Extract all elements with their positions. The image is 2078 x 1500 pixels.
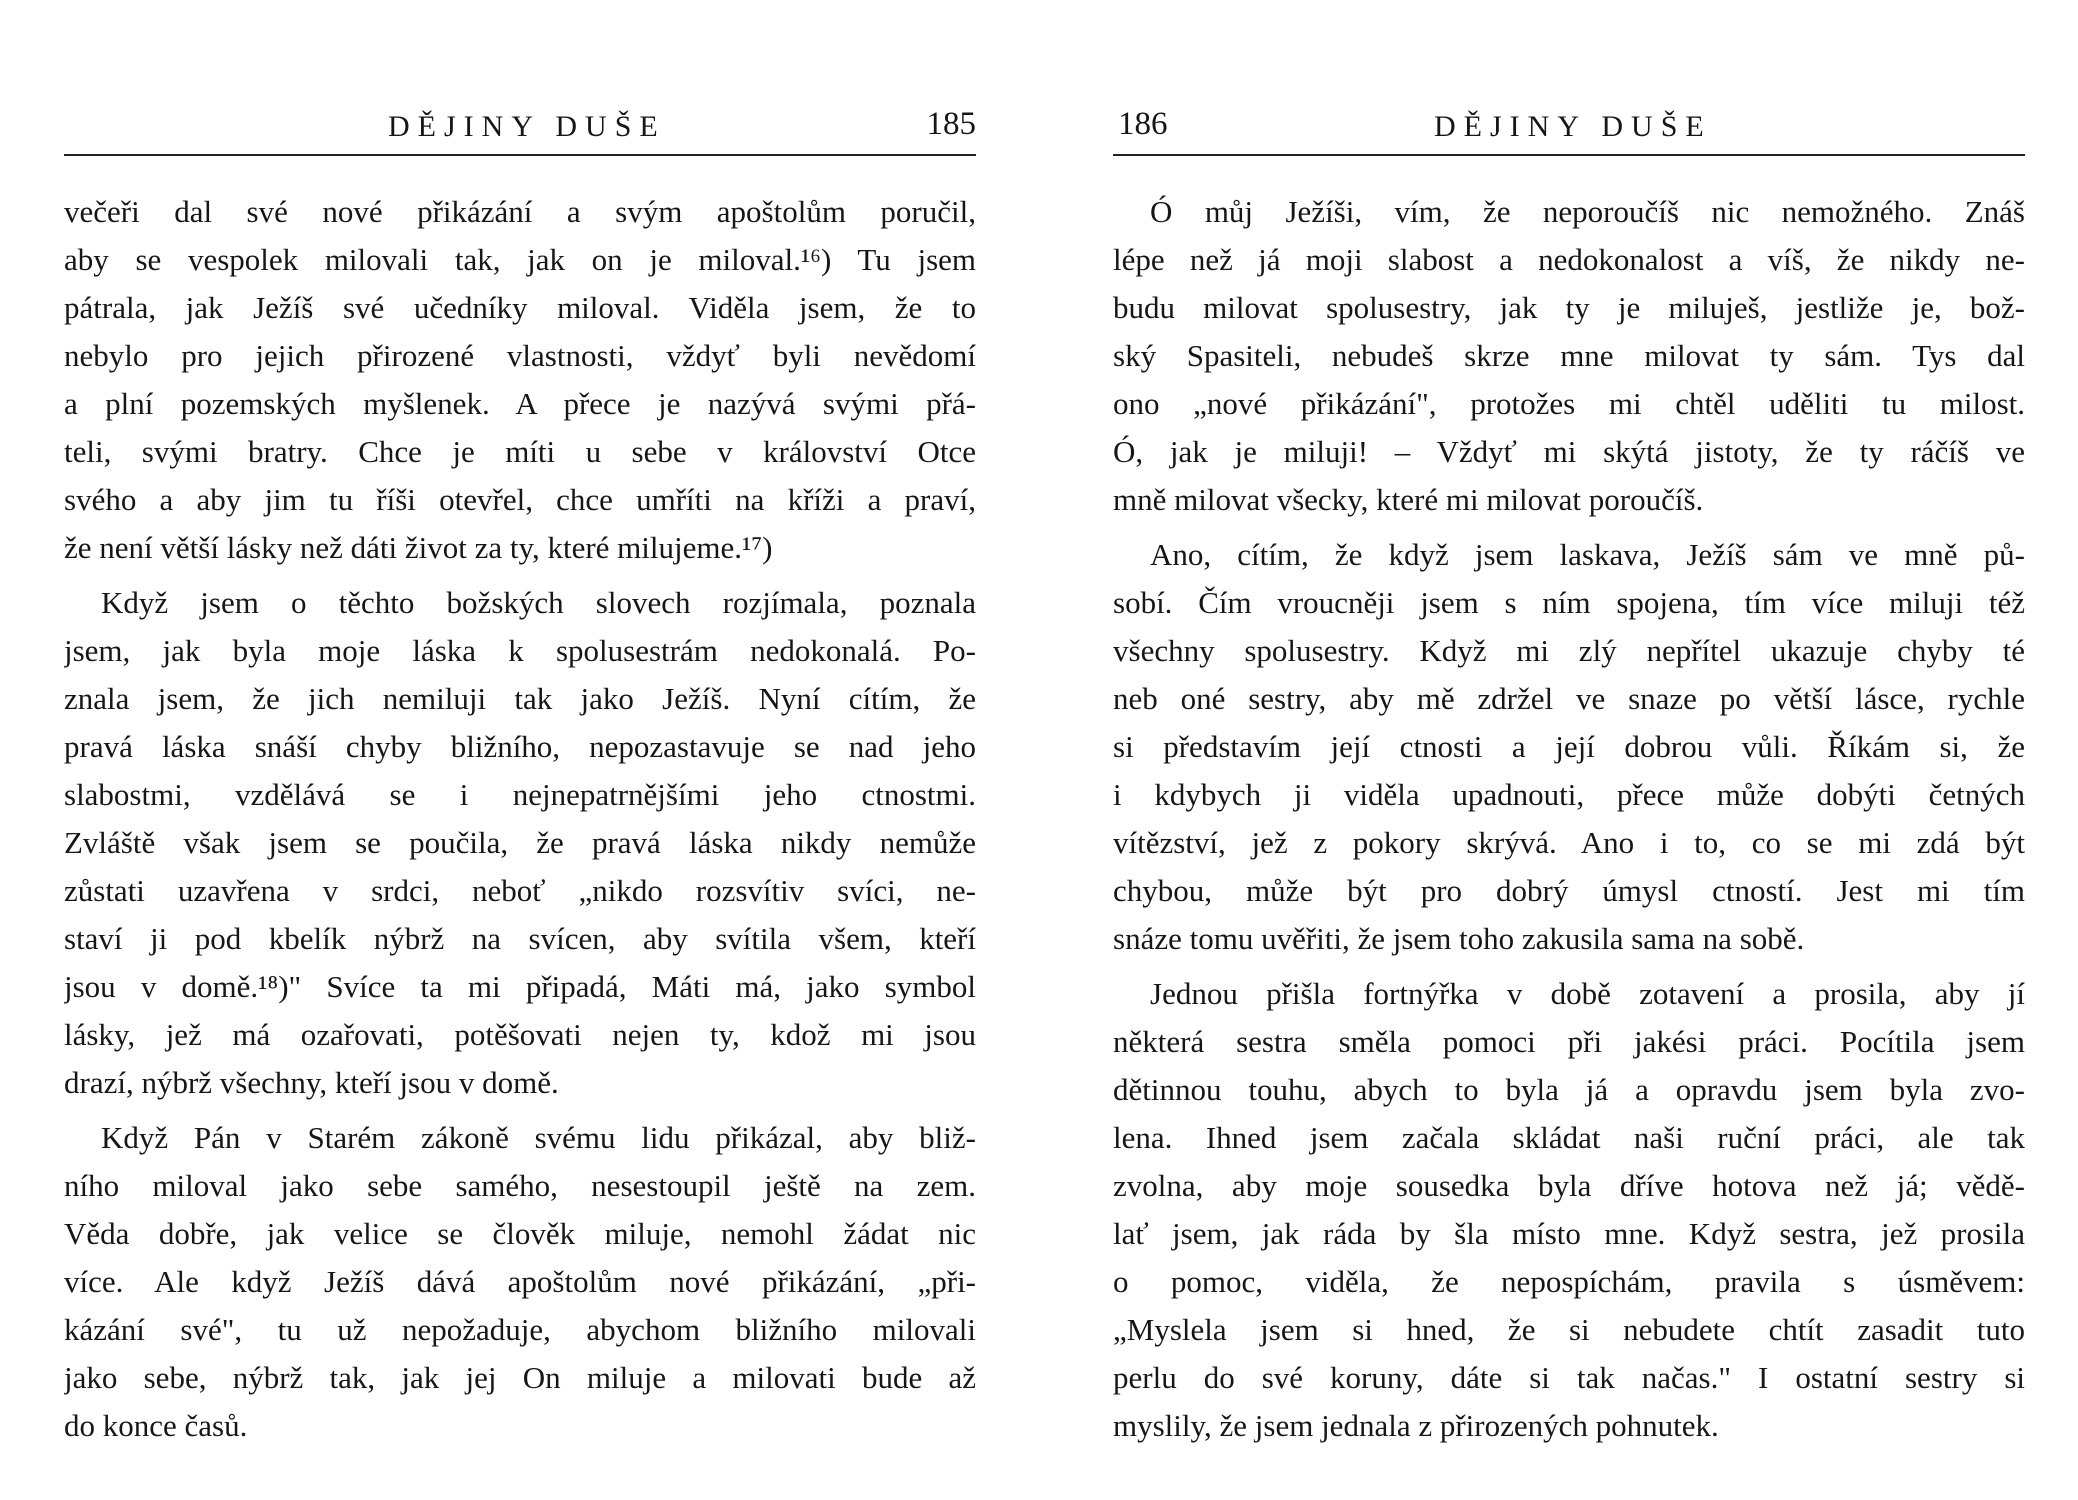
right-running-head: DĚJINY DUŠE [1434,110,1712,143]
text-line: slabostmi, vzdělává se i nejnepatrnějšími jeho ctnostmi. [64,777,976,812]
left-page [64,0,976,1443]
text-line: ský Spasiteli, nebudeš skrze mne milovat ty sám. Tys dal [1113,338,2025,373]
text-line: Věda dobře, jak velice se člověk miluje, nemohl žádat nic [64,1216,976,1251]
text-line: snáze tomu uvěřiti, že jsem toho zakusila sama na sobě. [1113,921,1805,956]
right-header-rule [1113,154,2025,156]
text-line: jako sebe, nýbrž tak, jak jej On miluje a milovati bude až [64,1360,976,1395]
text-line: Jednou přišla fortnýřka v době zotavení a prosila, aby jí [1150,976,2025,1011]
text-line: lať jsem, jak ráda by šla místo mne. Když sestra, jež prosila [1113,1216,2025,1251]
text-line: lépe než já moji slabost a nedokonalost a víš, že nikdy ne- [1113,242,2025,277]
left-page-header [64,0,976,155]
text-line: Ó můj Ježíši, vím, že neporoučíš nic nemožného. Znáš [1150,194,2025,229]
text-line: některá sestra směla pomoci při jakési práci. Pocítila jsem [1113,1024,2025,1059]
text-line: i kdybych ji viděla upadnouti, přece může dobýti četných [1113,777,2025,812]
text-line: Když jsem o těchto božských slovech rozjímala, poznala [101,585,976,620]
right-page-header [1113,0,2025,155]
text-line: Když Pán v Starém zákoně svému lidu přikázal, aby bliž- [101,1120,976,1155]
text-line: lásky, jež má ozařovati, potěšovati nejen ty, kdož mi jsou [64,1017,976,1052]
text-line: Zvláště však jsem se poučila, že pravá láska nikdy nemůže [64,825,976,860]
text-line: chybou, může být pro dobrý úmysl ctností. Jest mi tím [1113,873,2025,908]
text-line: myslily, že jsem jednala z přirozených pohnutek. [1113,1408,1719,1443]
text-line: jsou v domě.¹⁸)" Svíce ta mi připadá, Máti má, jako symbol [64,969,976,1004]
text-line: ního miloval jako sebe samého, nesestoupil ještě na zem. [64,1168,976,1203]
text-line: lena. Ihned jsem začala skládat naši ruční práci, ale tak [1113,1120,2025,1155]
text-line: o pomoc, viděla, že nepospíchám, pravila s úsměvem: [1113,1264,2025,1299]
text-line: a plní pozemských myšlenek. A přece je nazývá svými přá- [64,386,976,421]
text-line: více. Ale když Ježíš dává apoštolům nové přikázání, „při- [64,1264,976,1299]
text-line: „Myslela jsem si hned, že si nebudete chtít zasadit tuto [1113,1312,2025,1347]
text-line: Ó, jak je miluji! – Vždyť mi skýtá jistoty, že ty ráčíš ve [1113,434,2025,469]
text-line: dětinnou touhu, abych to byla já a opravdu jsem byla zvo- [1113,1072,2025,1107]
text-line: kázání své", tu už nepožaduje, abychom bližního milovali [64,1312,976,1347]
left-page-body [64,188,976,1450]
right-page-body [1113,188,2025,1450]
text-line: mně milovat všecky, které mi milovat poroučíš. [1113,482,1704,517]
text-line: zůstati uzavřena v srdci, neboť „nikdo rozsvítiv svíci, ne- [64,873,976,908]
left-running-head: DĚJINY DUŠE [388,110,666,143]
text-line: vítězství, jež z pokory skrývá. Ano i to, co se mi zdá být [1113,825,2025,860]
text-line: aby se vespolek milovali tak, jak on je miloval.¹⁶) Tu jsem [64,242,976,277]
text-line: znala jsem, že jich nemiluji tak jako Ježíš. Nyní cítím, že [64,681,976,716]
text-line: Ano, cítím, že když jsem laskava, Ježíš sám ve mně pů- [1150,537,2025,572]
right-page-number: 186 [1118,106,1168,142]
text-line: ono „nové přikázání", protožes mi chtěl uděliti tu milost. [1113,386,2025,421]
text-line: svého a aby jim tu říši otevřel, chce umříti na kříži a praví, [64,482,976,517]
text-line: jsem, jak byla moje láska k spolusestrám nedokonalá. Po- [64,633,976,668]
text-line: budu milovat spolusestry, jak ty je miluješ, jestliže je, bož- [1113,290,2025,325]
text-line: že není větší lásky než dáti život za ty, které milujeme.¹⁷) [64,530,773,565]
text-line: pátrala, jak Ježíš své učedníky miloval. Viděla jsem, že to [64,290,976,325]
left-page-number: 185 [926,106,976,142]
text-line: si představím její ctnosti a její dobrou vůli. Říkám si, že [1113,729,2025,764]
text-line: staví ji pod kbelík nýbrž na svícen, aby svítila všem, kteří [64,921,976,956]
right-page [1113,0,2025,1443]
text-line: večeři dal své nové přikázání a svým apoštolům poručil, [64,194,976,229]
text-line: do konce časů. [64,1408,248,1443]
text-line: nebylo pro jejich přirozené vlastnosti, vždyť byli nevědomí [64,338,976,373]
left-header-rule [64,154,976,156]
text-line: teli, svými bratry. Chce je míti u sebe v království Otce [64,434,976,469]
text-line: drazí, nýbrž všechny, kteří jsou v domě. [64,1065,559,1100]
text-line: sobí. Čím vroucněji jsem s ním spojena, tím více miluji též [1113,585,2025,620]
text-line: perlu do své koruny, dáte si tak načas." I ostatní sestry si [1113,1360,2025,1395]
text-line: pravá láska snáší chyby bližního, nepozastavuje se nad jeho [64,729,976,764]
text-line: neb oné sestry, aby mě zdržel ve snaze po větší lásce, rychle [1113,681,2025,716]
text-line: zvolna, aby moje sousedka byla dříve hotova než já; vědě- [1113,1168,2025,1203]
text-line: všechny spolusestry. Když mi zlý nepřítel ukazuje chyby té [1113,633,2025,668]
